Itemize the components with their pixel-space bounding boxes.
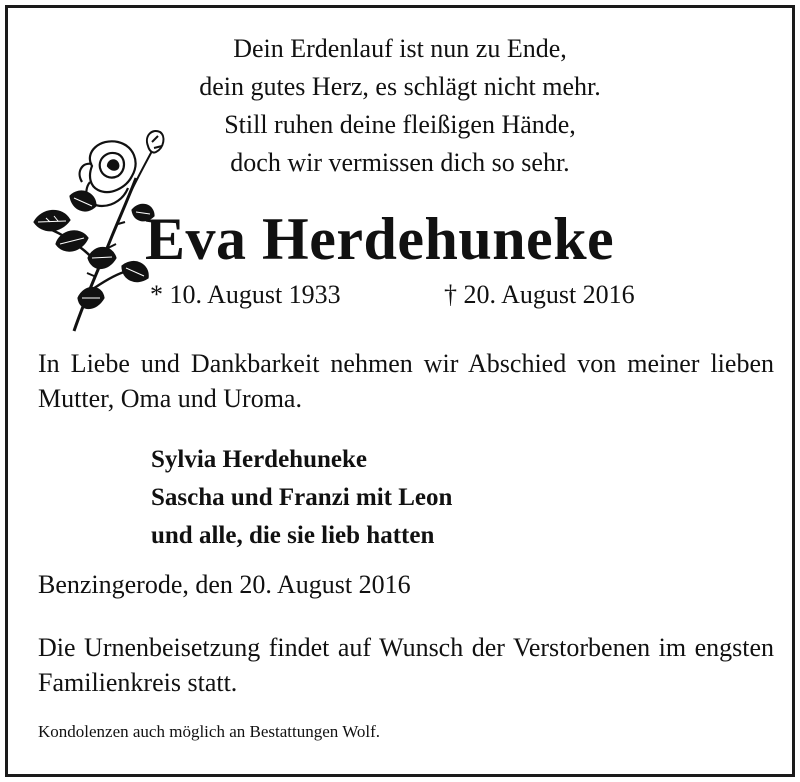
- birth-date: * 10. August 1933: [150, 280, 341, 309]
- deceased-name: Eva Herdehuneke: [145, 206, 615, 272]
- farewell-text: In Liebe und Dankbarkeit nehmen wir Abschied von meiner lieben Mutter, Oma und Uroma.: [38, 349, 774, 413]
- obituary-notice: [5, 5, 795, 777]
- urn-notice: Die Urnenbeisetzung findet auf Wunsch der Verstorbenen im engsten Familienkreis statt.: [38, 633, 774, 697]
- death-date: † 20. August 2016: [444, 280, 635, 309]
- mourner-line: und alle, die sie lieb hatten: [151, 522, 435, 549]
- mourner-line: Sylvia Herdehuneke: [151, 446, 367, 473]
- poem-line: dein gutes Herz, es schlägt nicht mehr.: [199, 72, 601, 101]
- condolence-note: Kondolenzen auch möglich an Bestattungen Wolf.: [38, 722, 381, 741]
- place-date: Benzingerode, den 20. August 2016: [38, 570, 411, 599]
- mourners-list: [151, 441, 452, 555]
- poem-line: Dein Erdenlauf ist nun zu Ende,: [233, 34, 567, 63]
- poem-line: Still ruhen deine fleißigen Hände,: [224, 110, 576, 139]
- mourner-line: Sascha und Franzi mit Leon: [151, 484, 453, 511]
- poem-line: doch wir vermissen dich so sehr.: [230, 148, 570, 177]
